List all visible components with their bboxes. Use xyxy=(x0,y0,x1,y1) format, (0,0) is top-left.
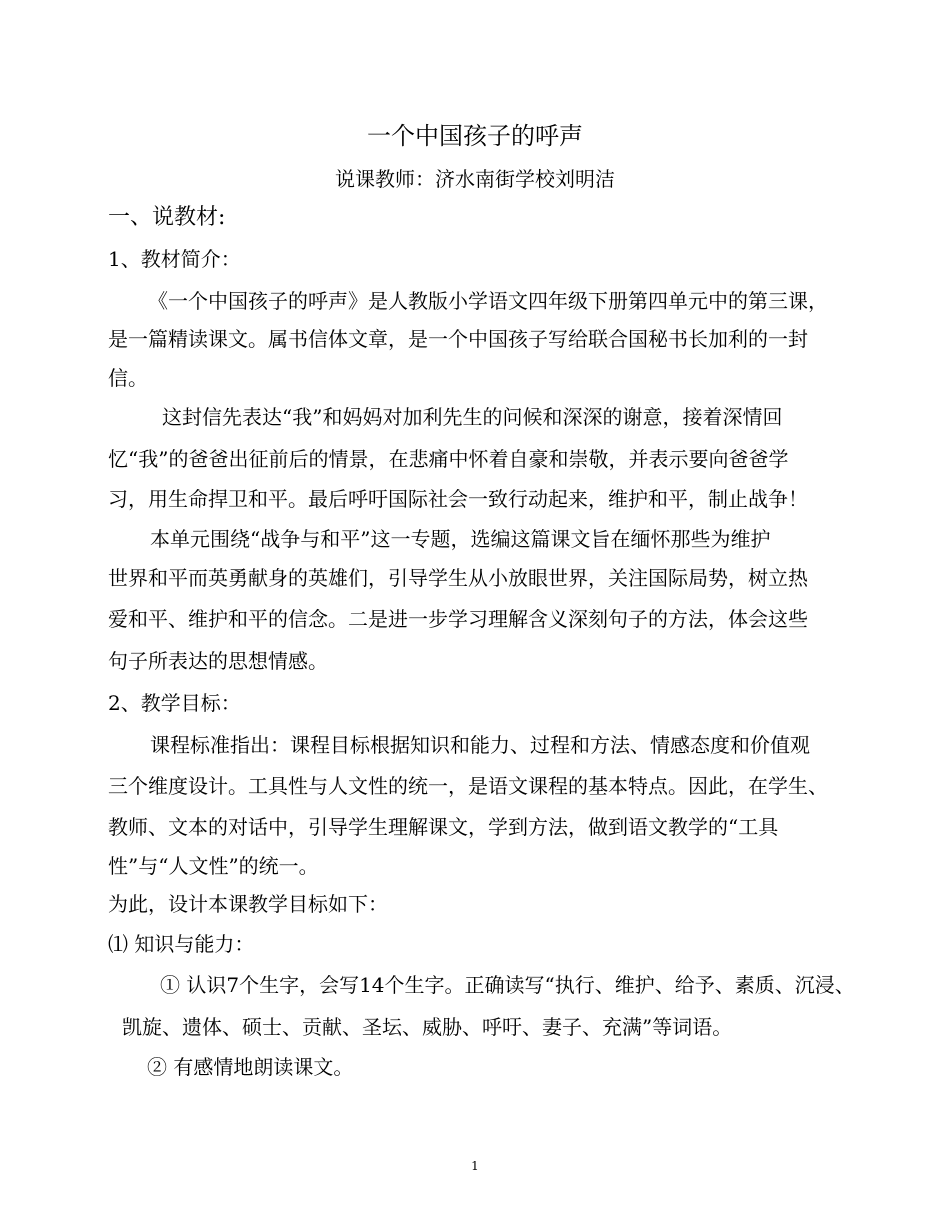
list-item-heading: ⑴ 知识与能力： xyxy=(108,932,255,956)
goal-item: ① 认识7个生字，会写14个生字。正确读写“执行、维护、给予、素质、沉浸、 xyxy=(160,973,855,997)
document-subtitle: 说课教师：济水南街学校刘明洁 xyxy=(335,167,615,191)
paragraph-line: 忆“我”的爸爸出征前后的情景，在悲痛中怀着自豪和崇敬，并表示要向爸爸学 xyxy=(108,447,789,471)
paragraph-line: 为此，设计本课教学目标如下： xyxy=(108,892,388,916)
subsection-heading-2: 2、教学目标： xyxy=(108,691,241,715)
page-number: 1 xyxy=(471,1159,479,1173)
paragraph-line: 性”与“人文性”的统一。 xyxy=(108,854,319,878)
paragraph-line: 是一篇精读课文。属书信体文章，是一个中国孩子写给联合国秘书长加利的一封 xyxy=(108,327,808,351)
paragraph-line: 三个维度设计。工具性与人文性的统一，是语文课程的基本特点。因此，在学生、 xyxy=(108,774,828,798)
paragraph-line: 爱和平、维护和平的信念。二是进一步学习理解含义深刻句子的方法，体会这些 xyxy=(108,607,808,631)
paragraph-line: 教师、文本的对话中，引导学生理解课文，学到方法，做到语文教学的“工具 xyxy=(108,815,779,839)
paragraph-line: 课程标准指出：课程目标根据知识和能力、过程和方法、情感态度和价值观 xyxy=(150,733,810,757)
paragraph-line: 习，用生命捍卫和平。最后呼吁国际社会一致行动起来，维护和平，制止战争！ xyxy=(108,487,808,511)
goal-item: ② 有感情地朗读课文。 xyxy=(147,1055,354,1079)
paragraph-line: 《一个中国孩子的呼声》是人教版小学语文四年级下册第四单元中的第三课， xyxy=(148,289,828,313)
section-heading-1: 一、说教材: xyxy=(108,205,226,230)
paragraph-line: 句子所表达的思想情感。 xyxy=(108,649,328,673)
goal-item-continued: 凯旋、遗体、硕士、贡献、圣坛、威胁、呼吁、妻子、充满”等词语。 xyxy=(122,1015,733,1039)
paragraph-line: 信。 xyxy=(108,366,148,390)
paragraph-line: 世界和平而英勇献身的英雄们，引导学生从小放眼世界，关注国际局势，树立热 xyxy=(108,566,808,590)
paragraph-line: 本单元围绕“战争与和平”这一专题，选编这篇课文旨在缅怀那些为维护 xyxy=(150,527,771,551)
paragraph-line: 这封信先表达“我”和妈妈对加利先生的问候和深深的谢意，接着深情回 xyxy=(162,405,783,429)
document-title: 一个中国孩子的呼声 xyxy=(367,122,583,150)
subsection-heading-1: 1、教材简介： xyxy=(108,247,241,271)
